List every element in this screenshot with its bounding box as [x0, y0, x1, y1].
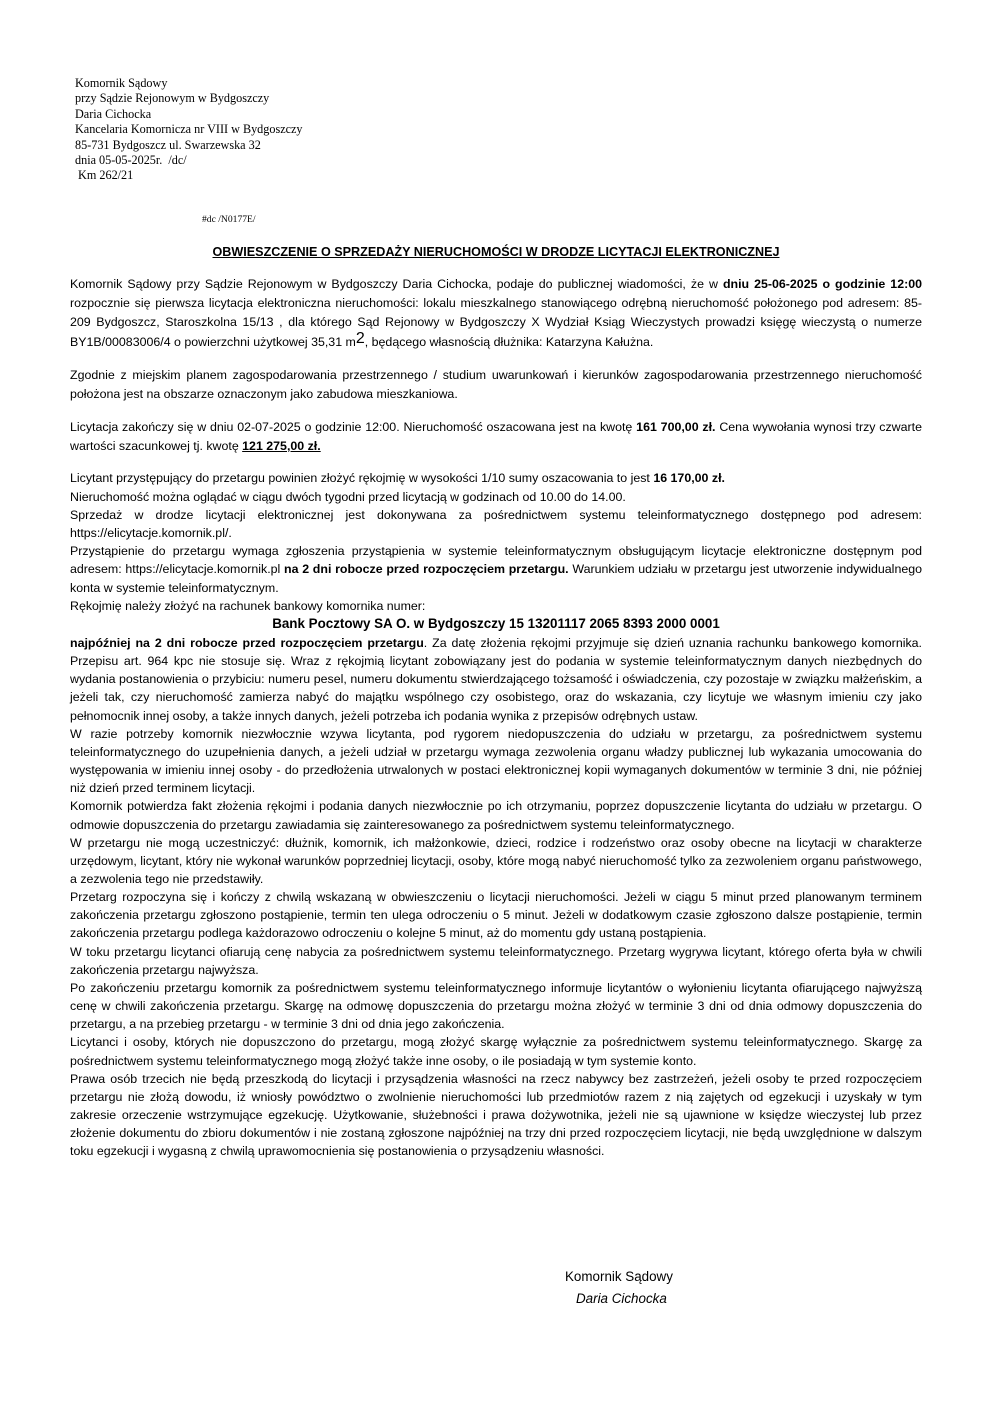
system-paragraph: Sprzedaż w drodze licytacji elektronicznej jest dokonywana za pośrednictwem systemu teleinformatycznego dostępnego pod adresem: https://elicytacje.komornik.pl/. [70, 507, 922, 541]
zoning-paragraph: Zgodnie z miejskim planem zagospodarowania przestrzennego / studium uwarunkowań i kierunków zagospodarowania przestrzennego nieruchomość położona jest na obszarze oznaczonym jako zabudowa mieszkaniowa. [70, 367, 922, 401]
rule-paragraph: Licytanci i osoby, których nie dopuszczono do przetargu, mogą złożyć skargę wyłącznie za pośrednictwem systemu teleinformatycznego. Skargę za pośrednictwem systemu teleinformatycznego mogą złożyć także inne osoby, o ile posiadają w tym systemie konto. [70, 1035, 922, 1068]
sender-line: dnia 05-05-2025r. /dc/ [75, 153, 187, 168]
sender-address-block [75, 76, 495, 184]
rule-paragraph: Prawa osób trzecich nie będą przeszkodą do licytacji i przysądzenia własności na rzecz nabywcy bez zastrzeżeń, jeżeli osoby te przed rozpoczęciem przetargu nie złożą dowodu, iż wniosły powództwo o zwolnienie nieruchomości lub przedmiotów razem z nią zajętych od egzekucji i uzyskały w tym zakresie orzeczenie wstrzymujące egzekucję. Użytkowanie, służebności i prawa dożywotnika, jeżeli nie są ujawnione w księdze wieczystej lub przez złożenie dokumentu do zbioru dokumentów i nie zostaną zgłoszone najpóźniej na trzy dni przed rozpoczęciem licytacji, nie będą uwzględnione w dalszym toku egzekucji i wygasną z chwilą uprawomocnienia się postanowienia o przysądzeniu własności. [70, 1071, 922, 1159]
document-body [70, 275, 922, 1161]
sender-line: 85-731 Bydgoszcz ul. Swarzewska 32 [75, 137, 261, 152]
deposit-paragraph: Licytant przystępujący do przetargu powinien złożyć rękojmię w wysokości 1/10 sumy oszacowania to jest 16 170,00 zł. [70, 471, 725, 486]
valuation-amount: 161 700,00 zł. [636, 419, 716, 434]
rule-paragraph: Komornik potwierdza fakt złożenia rękojmi i podania danych niezwłocznie po ich otrzymaniu, poprzez dopuszczenie licytanta do udziału w przetargu. O odmowie dopuszczenia do przetargu zawiadamia się zainteresowanego za pośrednictwem systemu teleinformatycznego. [70, 799, 922, 832]
bank-account-number: Bank Pocztowy SA O. w Bydgoszczy 15 13201117 2065 8393 2000 0001 [272, 616, 720, 632]
sender-line: Komornik Sądowy [75, 76, 168, 90]
case-number: Km 262/21 [75, 168, 134, 183]
rules-block [70, 634, 922, 1161]
conditions-block [70, 469, 922, 615]
account-intro-paragraph: Rękojmię należy złożyć na rachunek bankowy komornika numer: [70, 598, 426, 613]
deadline-paragraph: najpóźniej na 2 dni robocze przed rozpoczęciem przetargu. Za datę złożenia rękojmi przyjmuje się dzień uznania rachunku bankowego komornika. Przepisu art. 964 kpc nie stosuje się. Wraz z rękojmią licytant zobowiązany jest do podania w systemie teleinformatycznym danych niezbędnych do wydania postanowienia o przybiciu: numeru pesel, numeru dokumentu stwierdzającego tożsamość i oświadczenia, czy pozostaje w związku małżeńskim, a jeżeli tak, czy nieruchomość zamierza nabyć do majątku wspólnego czy osobistego, oraz do wskazania, czy licytuje we własnym imieniu czy jako pełnomocnik innej osoby, a także innych danych, jeżeli potrzeba ich podania wynika z przepisów odrębnych ustaw. [70, 635, 922, 723]
auction-paragraph: Licytacja zakończy się w dniu 02-07-2025 o godzinie 12:00. Nieruchomość oszacowana jest na kwotę 161 700,00 zł. Cena wywołania wynosi trzy czwarte wartości szacunkowej tj. kwotę 121 275,00 zł. [70, 419, 922, 453]
rule-paragraph: Po zakończeniu przetargu komornik za pośrednictwem systemu teleinformatycznego informuje licytantów o wyłonieniu licytanta ofiarującego najwyższą cenę w chwili zakończenia przetargu. Skargę na odmowę dopuszczenia do przetargu można złożyć w terminie 3 dni od dnia odmowy dopuszczenia do przetargu, a na przebieg przetargu - w terminie 3 dni od dnia jego zakończenia. [70, 980, 922, 1032]
sender-line: Daria Cichocka [75, 106, 152, 121]
sender-line: Kancelaria Komornicza nr VIII w Bydgoszczy [75, 122, 303, 137]
rule-paragraph: Przetarg rozpoczyna się i kończy z chwilą wskazaną w obwieszczeniu o licytacji nieruchomości. Jeżeli w ciągu 5 minut przed planowanym terminem zakończenia przetargu zgłoszono postąpienie, termin ten ulega odroczeniu o 5 minut. Jeżeli w dodatkowym czasie zgłoszono dalsze postąpienie, termin zakończenia przetargu podlega każdorazowo odroczeniu o kolejne 5 minut, aż do momentu gdy ustaną postąpienia. [70, 890, 922, 941]
document-reference: #dc /N0177E/ [202, 214, 256, 225]
area-unit-superscript: 2 [355, 329, 365, 347]
signature-name: Daria Cichocka [576, 1291, 667, 1306]
intro-paragraph: Komornik Sądowy przy Sądzie Rejonowym w Bydgoszczy Daria Cichocka, podaje do publicznej wiadomości, że w dniu 25-06-2025 o godzinie 12:00 rozpocznie się pierwsza licytacja elektroniczna nieruchomości: lokalu mieszkalnego stanowiącego odrębną nieruchomość położonego pod adresem: 85-209 Bydgoszcz, Staroszkolna 15/13 , dla którego Sąd Rejonowy w Bydgoszczy X Wydział Ksiąg Wieczystych prowadzi księgę wieczystą o numerze BY1B/00083006/4 o powierzchni użytkowej 35,31 m2, będącego własnością dłużnika: Katarzyna Kałużna. [70, 277, 923, 349]
signature-block [565, 1266, 673, 1310]
registration-deadline: na 2 dni robocze przed rozpoczęciem przetargu. [284, 562, 569, 577]
rule-paragraph: W razie potrzeby komornik niezwłocznie wzywa licytanta, pod rygorem niedopuszczenia do udziału w przetargu, za pośrednictwem systemu teleinformatycznego do uzupełnienia danych, a jeżeli udział w przetargu wymaga zezwolenia organu władzy publicznej lub wykazania umocowania do występowania w imieniu innej osoby - do przedłożenia utrwalonych w postaci elektronicznej kopii wymaganych dokumentów w terminie 3 dni, nie później niż dzień przed terminem licytacji. [70, 726, 922, 796]
viewing-paragraph: Nieruchomość można oglądać w ciągu dwóch tygodni przed licytacją w godzinach od 10.00 do 14.00. [70, 489, 626, 504]
deposit-deadline: najpóźniej na 2 dni robocze przed rozpoczęciem przetargu [70, 635, 424, 650]
rule-paragraph: W przetargu nie mogą uczestniczyć: dłużnik, komornik, ich małżonkowie, dzieci, rodzice i rodzeństwo oraz osoby obecne na licytacji w charakterze urzędowym, licytant, który nie wykonał warunków poprzedniej licytacji, osoby, które mogą nabyć nieruchomość tylko za zezwoleniem organu państwowego, a zezwolenia tego nie przedstawiły. [70, 835, 922, 886]
signature-role: Komornik Sądowy [565, 1269, 673, 1284]
rule-paragraph: W toku przetargu licytanci ofiarują cenę nabycia za pośrednictwem systemu teleinformatycznego. Przetarg wygrywa licytant, którego oferta była w chwili zakończenia przetargu najwyższa. [70, 944, 922, 977]
deposit-amount: 16 170,00 zł. [653, 471, 725, 486]
sender-line: przy Sądzie Rejonowym w Bydgoszczy [75, 91, 270, 106]
registration-paragraph: Przystąpienie do przetargu wymaga zgłoszenia przystąpienia w systemie teleinformatycznym obsługującym licytacje elektroniczne dostępnym pod adresem: https://elicytacje.komornik.pl na 2 dni robocze przed rozpoczęciem przetargu. Warunkiem udziału w przetargu jest utworzenie indywidualnego konta w systemie teleinformatycznym. [70, 544, 923, 595]
document-title: OBWIESZCZENIE O SPRZEDAŻY NIERUCHOMOŚCI W DRODZE LICYTACJI ELEKTRONICZNEJ [212, 245, 780, 259]
starting-price-amount: 121 275,00 zł. [242, 438, 321, 453]
auction-start-date: dniu 25-06-2025 o godzinie 12:00 [722, 277, 923, 291]
